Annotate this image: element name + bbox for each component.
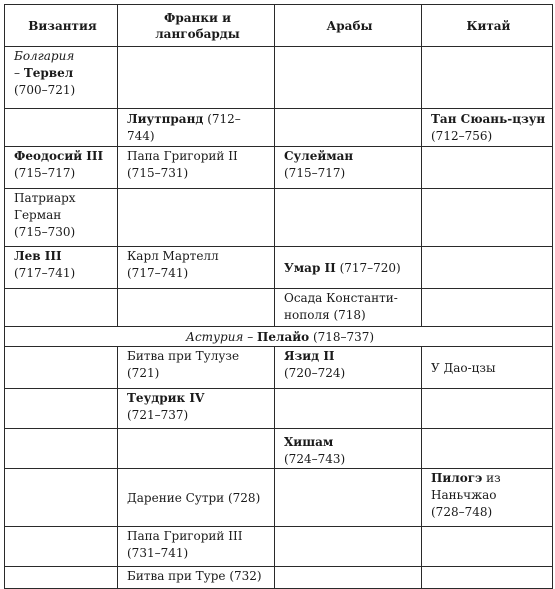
table-cell	[118, 347, 275, 389]
spanning-cell	[5, 327, 553, 347]
ruler-name: Теудрик IV	[127, 391, 205, 405]
table-cell	[5, 109, 118, 147]
ruler-dates: (715–730)	[14, 225, 76, 239]
ruler-dates: (715–717)	[284, 166, 346, 180]
ruler-dates: (721–737)	[127, 408, 189, 422]
table-cell	[422, 567, 553, 589]
table-row	[5, 469, 553, 527]
ruler-name: Пелайо	[257, 329, 310, 344]
table-cell	[275, 189, 422, 247]
header-byzantium: Византия	[5, 5, 118, 47]
table-row	[5, 147, 553, 189]
ruler-name: Хишам	[284, 435, 334, 449]
table-cell	[422, 109, 553, 147]
table-row	[5, 189, 553, 247]
table-cell	[5, 147, 118, 189]
table-row	[5, 327, 553, 347]
name-suffix: из	[482, 471, 501, 485]
table-cell	[118, 429, 275, 469]
ruler-dates: (717–741)	[127, 266, 189, 280]
table-cell	[275, 247, 422, 289]
ruler-dates: (717–720)	[339, 260, 401, 275]
table-cell	[5, 189, 118, 247]
table-cell	[275, 109, 422, 147]
table-cell	[118, 567, 275, 589]
ruler-name: У Дао-цзы	[431, 360, 496, 375]
table-cell	[118, 247, 275, 289]
ruler-dates: (700–721)	[14, 83, 76, 97]
table-cell	[275, 429, 422, 469]
text-line: Патриарх	[14, 191, 76, 205]
table-cell	[422, 389, 553, 429]
ruler-dates: (717–741)	[14, 266, 76, 280]
ruler-name: Карл Мартелл	[127, 249, 219, 263]
table-cell	[275, 289, 422, 327]
table-cell	[5, 47, 118, 109]
text-line: нополя (718)	[284, 308, 366, 322]
chronology-table	[4, 4, 553, 589]
ruler-dates: (728–748)	[431, 505, 493, 519]
text-line: Герман	[14, 208, 62, 222]
table-cell	[422, 527, 553, 567]
ruler-name: Сулейман	[284, 149, 354, 163]
text-line: Наньчжао	[431, 488, 497, 502]
table-cell	[275, 389, 422, 429]
header-china: Китай	[422, 5, 553, 47]
header-row	[5, 5, 553, 47]
table-cell	[275, 469, 422, 527]
ruler-name: Тервел	[23, 66, 74, 80]
table-row	[5, 109, 553, 147]
ruler-name: Феодосий III	[14, 149, 104, 163]
ruler-name: Битва при Туре (732)	[127, 569, 262, 583]
table-cell	[422, 47, 553, 109]
header-franks-lombards: Франки и лангобарды	[118, 5, 275, 47]
ruler-name: Тан Сюань-цзун	[431, 112, 546, 126]
ruler-name: Папа Григорий III	[127, 529, 243, 543]
table-cell	[422, 469, 553, 527]
ruler-name: Лиутпранд	[127, 112, 204, 126]
dash: –	[243, 329, 258, 344]
table-cell	[118, 527, 275, 567]
table-cell	[5, 389, 118, 429]
header-arabs: Арабы	[275, 5, 422, 47]
table-cell	[5, 347, 118, 389]
table-cell	[118, 389, 275, 429]
table-cell	[422, 347, 553, 389]
table-cell	[422, 147, 553, 189]
table-row	[5, 527, 553, 567]
table-cell	[422, 247, 553, 289]
table-row	[5, 389, 553, 429]
region-name: Болгария	[14, 49, 75, 63]
text-line: Битва при Тулузе	[127, 349, 240, 363]
table-cell	[118, 289, 275, 327]
table-cell	[275, 147, 422, 189]
table-cell	[118, 469, 275, 527]
ruler-name: Лев III	[14, 249, 62, 263]
table-cell	[275, 567, 422, 589]
table-cell	[5, 247, 118, 289]
dash: –	[14, 66, 24, 80]
table-cell	[275, 347, 422, 389]
ruler-dates: (712–756)	[431, 129, 493, 143]
ruler-name: Дарение Сутри (728)	[127, 490, 261, 505]
ruler-name: Пилогэ	[431, 471, 483, 485]
table-row	[5, 247, 553, 289]
table-cell	[275, 527, 422, 567]
ruler-dates: (715–731)	[127, 166, 189, 180]
ruler-dates: (715–717)	[14, 166, 76, 180]
table-cell	[118, 109, 275, 147]
table-cell	[422, 189, 553, 247]
table-cell	[422, 289, 553, 327]
ruler-dates: (712–744)	[127, 112, 241, 143]
table-row	[5, 567, 553, 589]
text-line: Осада Константи-	[284, 291, 398, 305]
table-row	[5, 347, 553, 389]
ruler-dates: (724–743)	[284, 452, 346, 466]
ruler-dates: (720–724)	[284, 366, 346, 380]
ruler-dates: (731–741)	[127, 546, 189, 560]
ruler-name: Язид II	[284, 349, 335, 363]
table-cell	[118, 189, 275, 247]
table-cell	[5, 429, 118, 469]
table-row	[5, 47, 553, 109]
table-row	[5, 429, 553, 469]
ruler-dates: (718–737)	[309, 329, 375, 344]
table-cell	[5, 469, 118, 527]
table-cell	[275, 47, 422, 109]
table-row	[5, 289, 553, 327]
ruler-name: Умар II	[284, 260, 336, 275]
table-cell	[118, 47, 275, 109]
ruler-name: Папа Григорий II	[127, 149, 238, 163]
table-cell	[5, 289, 118, 327]
table-cell	[422, 429, 553, 469]
table-cell	[118, 147, 275, 189]
table-cell	[5, 567, 118, 589]
table-cell	[5, 527, 118, 567]
region-name: Астурия	[185, 329, 244, 344]
ruler-dates: (721)	[127, 366, 160, 380]
